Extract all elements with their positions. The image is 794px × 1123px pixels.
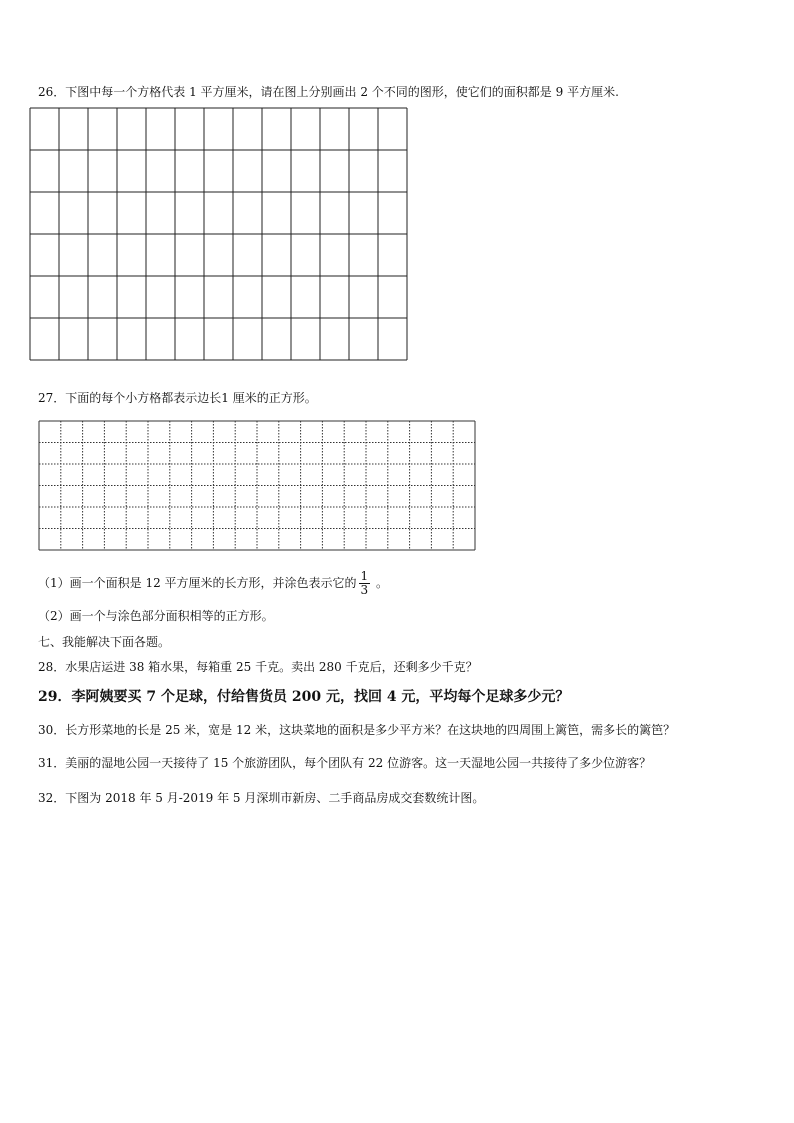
grid-27-lines bbox=[39, 421, 475, 550]
question-27-sub1-end: 。 bbox=[376, 576, 389, 590]
question-27-sub1 bbox=[38, 565, 388, 601]
question-27-text: 27．下面的每个小方格都表示边长1 厘米的正方形。 bbox=[38, 391, 317, 405]
grid-26-lines bbox=[30, 108, 407, 360]
grid-27-dotted[interactable] bbox=[38, 420, 478, 552]
grid-26-solid[interactable] bbox=[29, 107, 409, 362]
fraction-one-third bbox=[359, 570, 371, 597]
question-31-text: 31．美丽的湿地公园一天接待了 15 个旅游团队，每个团队有 22 位游客。这一天湿地公园一共接待了多少位游客？ bbox=[38, 756, 652, 770]
question-27-sub1-text: （1）画一个面积是 12 平方厘米的长方形，并涂色表示它的 bbox=[38, 576, 357, 590]
fraction-denominator: 3 bbox=[360, 583, 369, 597]
question-29-text: 29．李阿姨要买 7 个足球，付给售货员 200 元，找回 4 元，平均每个足球多少元？ bbox=[38, 689, 570, 705]
question-28-text: 28．水果店运进 38 箱水果，每箱重 25 千克。卖出 280 千克后，还剩多少千克？ bbox=[38, 660, 478, 674]
question-27-sub2: （2）画一个与涂色部分面积相等的正方形。 bbox=[38, 609, 274, 623]
section-7-heading: 七、我能解决下面各题。 bbox=[38, 635, 171, 649]
question-32-text: 32．下图为 2018 年 5 月-2019 年 5 月深圳市新房、二手商品房成交套数统计图。 bbox=[38, 791, 485, 805]
question-26-text: 26．下图中每一个方格代表 1 平方厘米，请在图上分别画出 2 个不同的图形，使它们的面积都是 9 平方厘米. bbox=[38, 85, 619, 99]
question-30-text: 30．长方形菜地的长是 25 米，宽是 12 米，这块菜地的面积是多少平方米？在这块地的四周围上篱笆，需多长的篱笆？ bbox=[38, 723, 676, 737]
fraction-numerator: 1 bbox=[360, 569, 369, 583]
